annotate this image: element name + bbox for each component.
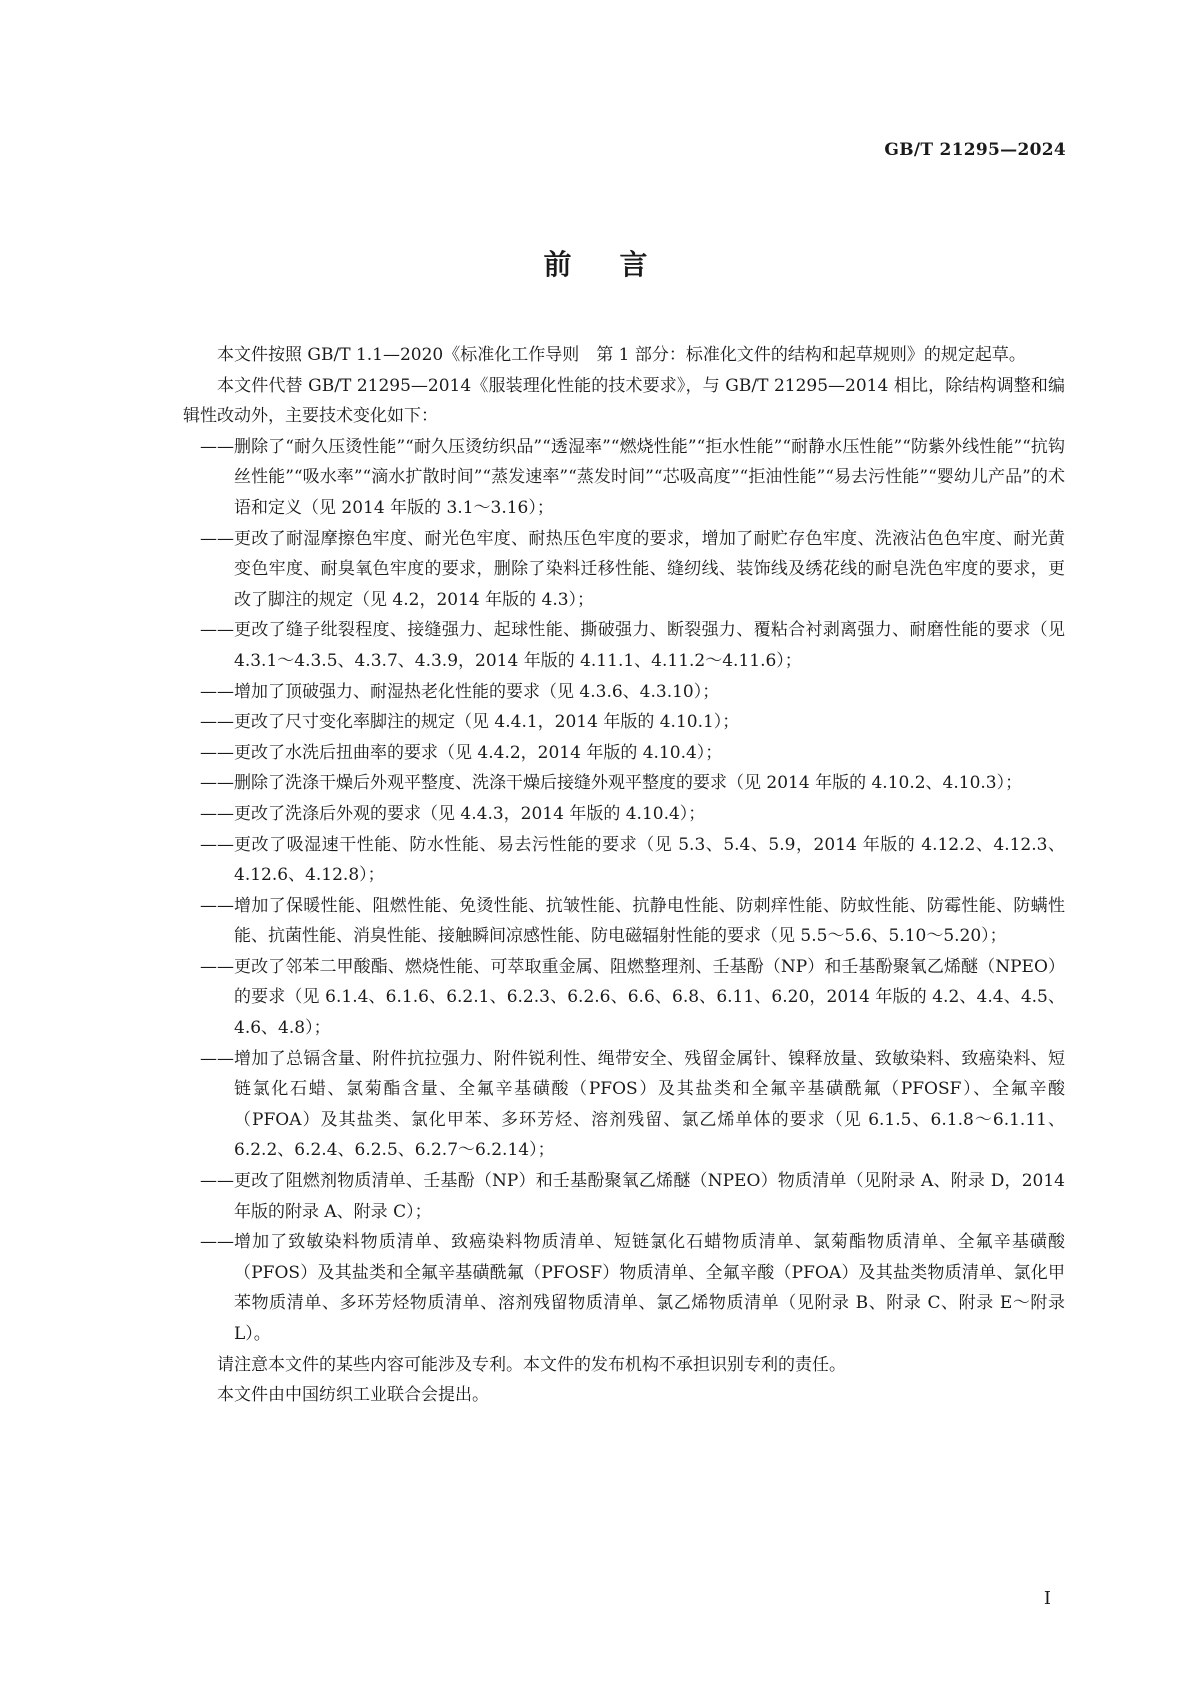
change-item-text: 更改了洗涤后外观的要求（见 4.4.3，2014 年版的 4.10.4）； [234,803,706,824]
page-number: I [1043,1588,1051,1609]
dash-marker: —— [200,1232,234,1253]
change-item [183,615,1065,676]
change-item [183,891,1065,952]
change-item-text: 删除了“耐久压烫性能”“耐久压烫纺织品”“透湿率”“燃烧性能”“拒水性能”“耐静水压性能”“防紫外线性能”“抗钩丝性能”“吸水率”“滴水扩散时间”“蒸发速率”“蒸发时间”“芯吸高度”“拒油性能”“易去污性能”“婴幼儿产品”的术语和定义（见 2014 年版的 3.1～3.16）； [234,436,1065,518]
dash-marker: —— [200,1048,234,1069]
patent-notice: 请注意本文件的某些内容可能涉及专利。本文件的发布机构不承担识别专利的责任。 [217,1354,846,1375]
dash-marker: —— [200,528,234,549]
intro-paragraph-1: 本文件按照 GB/T 1.1—2020《标准化工作导则 第 1 部分：标准化文件的结构和起草规则》的规定起草。 [217,345,1026,365]
dash-marker: —— [200,803,234,824]
change-item [183,738,1065,769]
change-item-text: 增加了总镉含量、附件抗拉强力、附件锐利性、绳带安全、残留金属针、镍释放量、致敏染料、致癌染料、短链氯化石蜡、氯菊酯含量、全氟辛基磺酸（PFOS）及其盐类和全氟辛基磺酰氟（PFOSF）、全氟辛酸（PFOA）及其盐类、氯化甲苯、多环芳烃、溶剂残留、氯乙烯单体的要求（见 6.1.5、6.1.8～6.1.11、6.2.2、6.2.4、6.2.5、6.2.7～6.2.14）； [234,1048,1065,1161]
change-item [183,952,1065,1044]
change-item-text: 更改了阻燃剂物质清单、壬基酚（NP）和壬基酚聚氧乙烯醚（NPEO）物质清单（见附录 A、附录 D，2014 年版的附录 A、附录 C）； [234,1171,1065,1222]
intro-paragraph-2: 本文件代替 GB/T 21295—2014《服装理化性能的技术要求》，与 GB/T 21295—2014 相比，除结构调整和编辑性改动外，主要技术变化如下： [183,375,1065,427]
dash-marker: —— [200,895,234,916]
change-item [183,799,1065,830]
change-item-text: 更改了水洗后扭曲率的要求（见 4.4.2，2014 年版的 4.10.4）； [234,742,723,763]
dash-marker: —— [200,834,234,855]
change-item [183,1044,1065,1166]
dash-marker: —— [200,712,234,733]
change-item-text: 更改了邻苯二甲酸酯、燃烧性能、可萃取重金属、阻燃整理剂、壬基酚（NP）和壬基酚聚氧乙烯醚（NPEO）的要求（见 6.1.4、6.1.6、6.2.1、6.2.3、6.2.6、6.6、6.8、6.11、6.20，2014 年版的 4.2、4.4、4.5、4.6、4.8）； [234,956,1065,1039]
dash-marker: —— [200,681,234,702]
dash-marker: —— [200,436,234,457]
proposer-statement: 本文件由中国纺织工业联合会提出。 [217,1385,489,1406]
standard-code: GB/T 21295—2024 [884,140,1066,160]
change-item-text: 删除了洗涤干燥后外观平整度、洗涤干燥后接缝外观平整度的要求（见 2014 年版的 4.10.2、4.10.3）； [234,773,1023,794]
change-item-text: 增加了保暖性能、阻燃性能、免烫性能、抗皱性能、抗静电性能、防刺痒性能、防蚊性能、防霉性能、防螨性能、抗菌性能、消臭性能、接触瞬间凉感性能、防电磁辐射性能的要求（见 5.5～5.6、5.10～5.20）； [234,895,1065,947]
change-item [183,1227,1065,1349]
dash-marker: —— [200,1171,234,1192]
change-item [183,830,1065,891]
dash-marker: —— [200,773,234,794]
page-title: 前言 [543,248,696,281]
change-item [183,524,1065,616]
change-item [183,432,1065,524]
change-item-text: 增加了顶破强力、耐湿热老化性能的要求（见 4.3.6、4.3.10）； [234,681,720,702]
document-body [183,340,1065,1411]
dash-marker: —— [200,742,234,763]
change-item [183,707,1065,738]
change-item [183,1166,1065,1227]
change-item-text: 更改了缝子纰裂程度、接缝强力、起球性能、撕破强力、断裂强力、覆粘合衬剥离强力、耐磨性能的要求（见 4.3.1～4.3.5、4.3.7、4.3.9，2014 年版的 4.11.1、4.11.2～4.11.6）； [234,620,1065,671]
change-item-text: 更改了吸湿速干性能、防水性能、易去污性能的要求（见 5.3、5.4、5.9，2014 年版的 4.12.2、4.12.3、4.12.6、4.12.8）； [234,834,1065,886]
dash-marker: —— [200,620,234,641]
change-item-text: 增加了致敏染料物质清单、致癌染料物质清单、短链氯化石蜡物质清单、氯菊酯物质清单、全氟辛基磺酸（PFOS）及其盐类和全氟辛基磺酰氟（PFOSF）物质清单、全氟辛酸（PFOA）及其盐类物质清单、氯化甲苯物质清单、多环芳烃物质清单、溶剂残留物质清单、氯乙烯物质清单（见附录 B、附录 C、附录 E～附录 L）。 [234,1232,1065,1344]
change-item-text: 更改了尺寸变化率脚注的规定（见 4.4.1，2014 年版的 4.10.1）； [234,712,740,733]
change-item-text: 更改了耐湿摩擦色牢度、耐光色牢度、耐热压色牢度的要求，增加了耐贮存色牢度、洗液沾色色牢度、耐光黄变色牢度、耐臭氧色牢度的要求，删除了染料迁移性能、缝纫线、装饰线及绣花线的耐皂洗色牢度的要求，更改了脚注的规定（见 4.2，2014 年版的 4.3）； [234,528,1065,610]
change-item [183,677,1065,708]
change-item [183,768,1065,799]
dash-marker: —— [200,956,234,977]
